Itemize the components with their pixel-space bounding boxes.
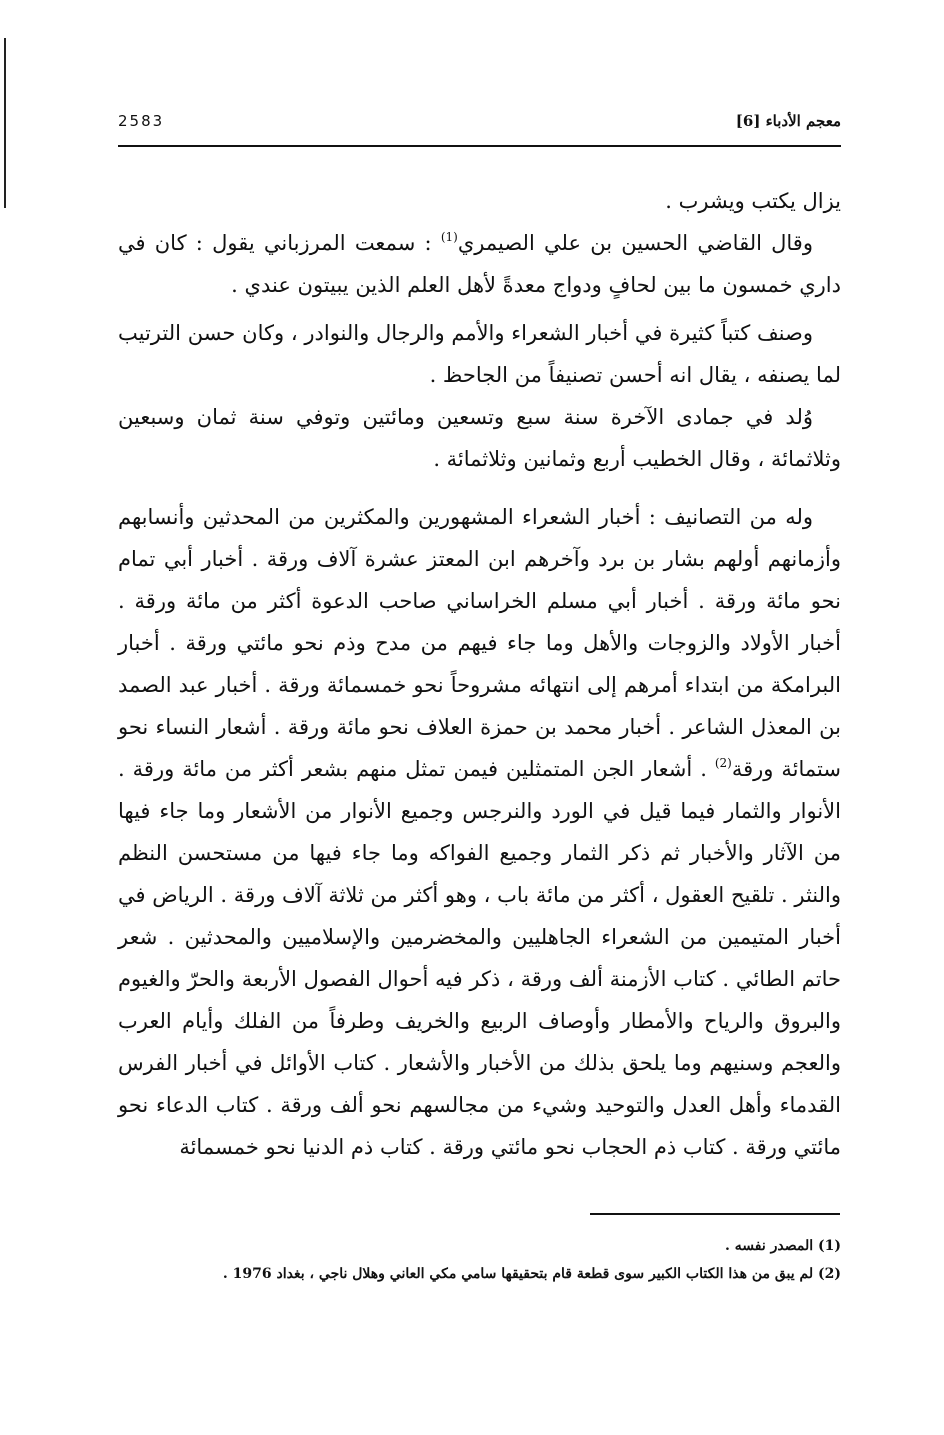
paragraph-text: الأنوار والثمار فيما قيل في الورد والنرجس وجميع الأنوار من الأشعار وما جاء فيها من الآثار والأخبار ثم ذكر الثمار وجميع الفواكه وما جاء فيها من مستحسن النظم والنثر . تلقيح العقول ، أكثر من مائة باب ، وهو أكثر من ثلاثة آلاف ورقة . الرياض في أخبار المتيمين من الشعراء الجاهليين والمخضرمين والإسلاميين والمحدثين . شعر حاتم الطائي . كتاب الأزمنة ألف ورقة ، ذكر فيه أحوال الفصول الأربعة والحرّ والغيوم والبروق والرياح والأمطار وأوصاف الربيع والخريف وطرفاً من الفلك وأيام العرب والعجم وسنيهم وما يلحق بذلك من الأخبار والأشعار . كتاب الأوائل في أخبار الفرس القدماء وأهل العدل والتوحيد وشيء من مجالسهم نحو ألف ورقة . كتاب الدعاء نحو مائتي ورقة . كتاب ذم الحجاب نحو مائتي ورقة . كتاب ذم الدنيا نحو خمسمائة [118,799,841,1159]
paragraph: وصنف كتباً كثيرة في أخبار الشعراء والأمم والرجال والنوادر ، وكان حسن الترتيب لما يصنفه ، يقال انه أحسن تصنيفاً من الجاحظ . [118,321,841,387]
running-title: معجم الأدباء [6] [735,112,841,130]
footnote-2: (2) لم يبق من هذا الكتاب الكبير سوى قطعة قام بتحقيقها سامي مكي العاني وهلال ناجي ، بغداد 1976 . [222,1266,841,1282]
paragraph-text: وقال القاضي الحسين بن علي الصيمري [457,231,813,255]
paragraph: وُلد في جمادى الآخرة سنة سبع وتسعين ومائتين وتوفي سنة ثمان وسبعين وثلاثمائة ، وقال الخطيب أربع وثمانين وثلاثمائة . [118,405,841,471]
scan-edge-line [4,38,6,208]
paragraph [118,222,841,306]
page-number: 2583 [118,112,165,130]
paragraph-text: وله من التصانيف : أخبار الشعراء المشهورين والمكثرين من المحدثين وأنسابهم وأزمانهم أولهم بشار بن برد وآخرهم ابن المعتز عشرة آلاف ورقة . أخبار أبي تمام نحو مائة ورقة . أخبار أبي مسلم الخراساني صاحب الدعوة أكثر من مائة ورقة . أخبار الأولاد والزوجات والأهل وما جاء فيهم من مدح وذم نحو مائتي ورقة . أخبار البرامكة من ابتداء أمرهم إلى انتهائه مشروحاً نحو خمسمائة ورقة . أخبار عبد الصمد بن المعذل الشاعر . أخبار محمد بن حمزة العلاف نحو مائة ورقة . أشعار النساء نحو ستمائة ورقة [118,505,841,781]
page-header [118,112,841,142]
main-text [118,180,841,1168]
paragraph [118,496,841,1168]
footnotes [118,1232,841,1288]
footnote-ref-1: (1) [440,230,458,244]
footnote-rule [590,1213,840,1215]
paragraph-text: . أشعار الجن المتمثلين فيمن تمثل منهم بشعر أكثر من مائة ورقة . [118,757,715,781]
footnote-1: (1) المصدر نفسه . [725,1238,841,1254]
header-rule [118,145,841,147]
paragraph-text: : سمعت المرزباني يقول : كان في داري خمسون ما بين لحافٍ ودواج معدةً لأهل العلم الذين يبيتون عندي . [118,231,841,297]
footnote-ref-2: (2) [714,756,732,770]
paragraph: يزال يكتب ويشرب . [665,189,841,213]
